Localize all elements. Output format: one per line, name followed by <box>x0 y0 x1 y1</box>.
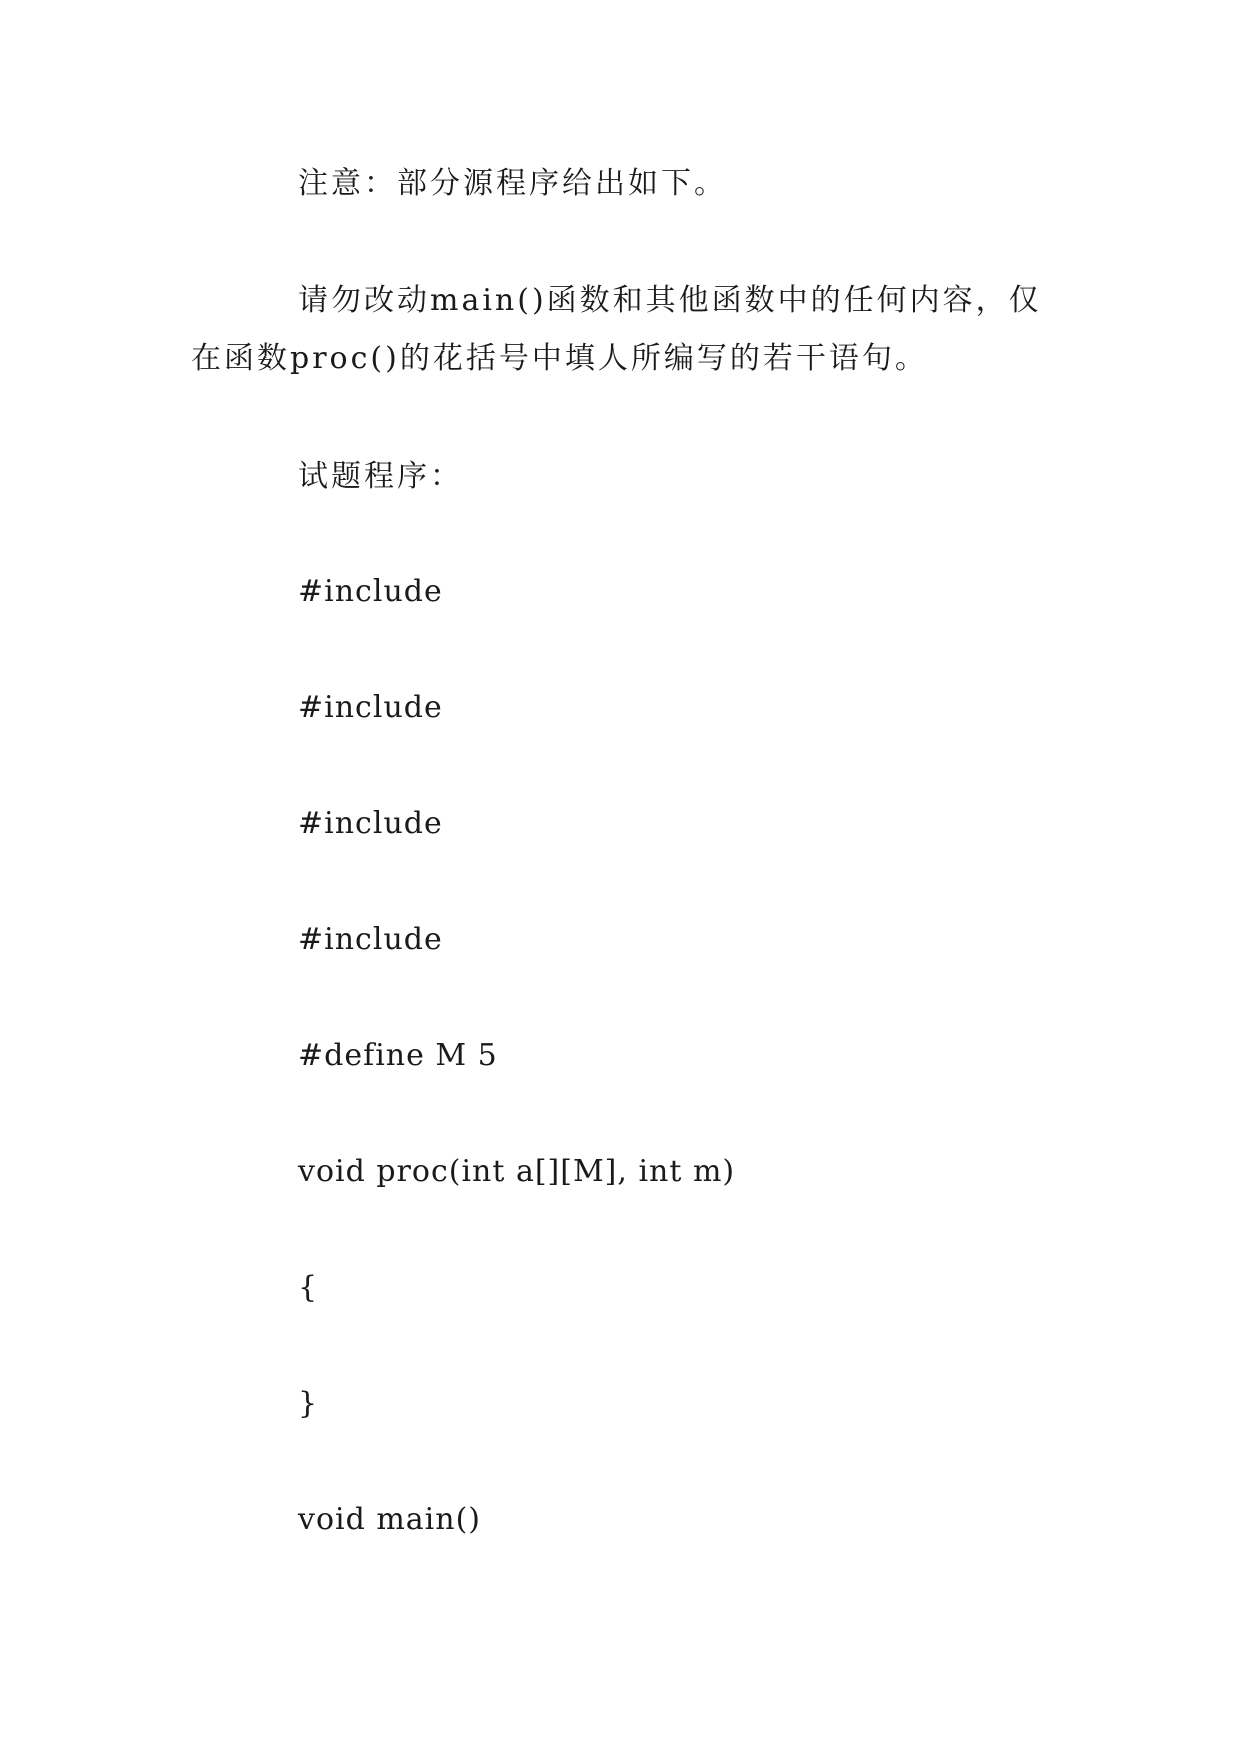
code-line-open-brace: { <box>298 1270 319 1305</box>
code-line-include-4: #include <box>298 922 443 957</box>
code-line-define: #define M 5 <box>298 1038 498 1073</box>
code-line-include-2: #include <box>298 690 443 725</box>
code-line-close-brace: } <box>298 1386 319 1421</box>
instruction-paragraph: 请勿改动main()函数和其他函数中的任何内容，仅在函数proc()的花括号中填人所编写的若干语句。 <box>191 283 1042 376</box>
note-paragraph: 注意：部分源程序给出如下。 <box>298 166 727 201</box>
code-line-include-3: #include <box>298 806 443 841</box>
code-line-include-1: #include <box>298 574 443 609</box>
code-line-proc-signature: void proc(int a[][M], int m) <box>298 1154 736 1189</box>
section-label: 试题程序： <box>298 459 463 494</box>
code-line-main-signature: void main() <box>298 1502 482 1537</box>
